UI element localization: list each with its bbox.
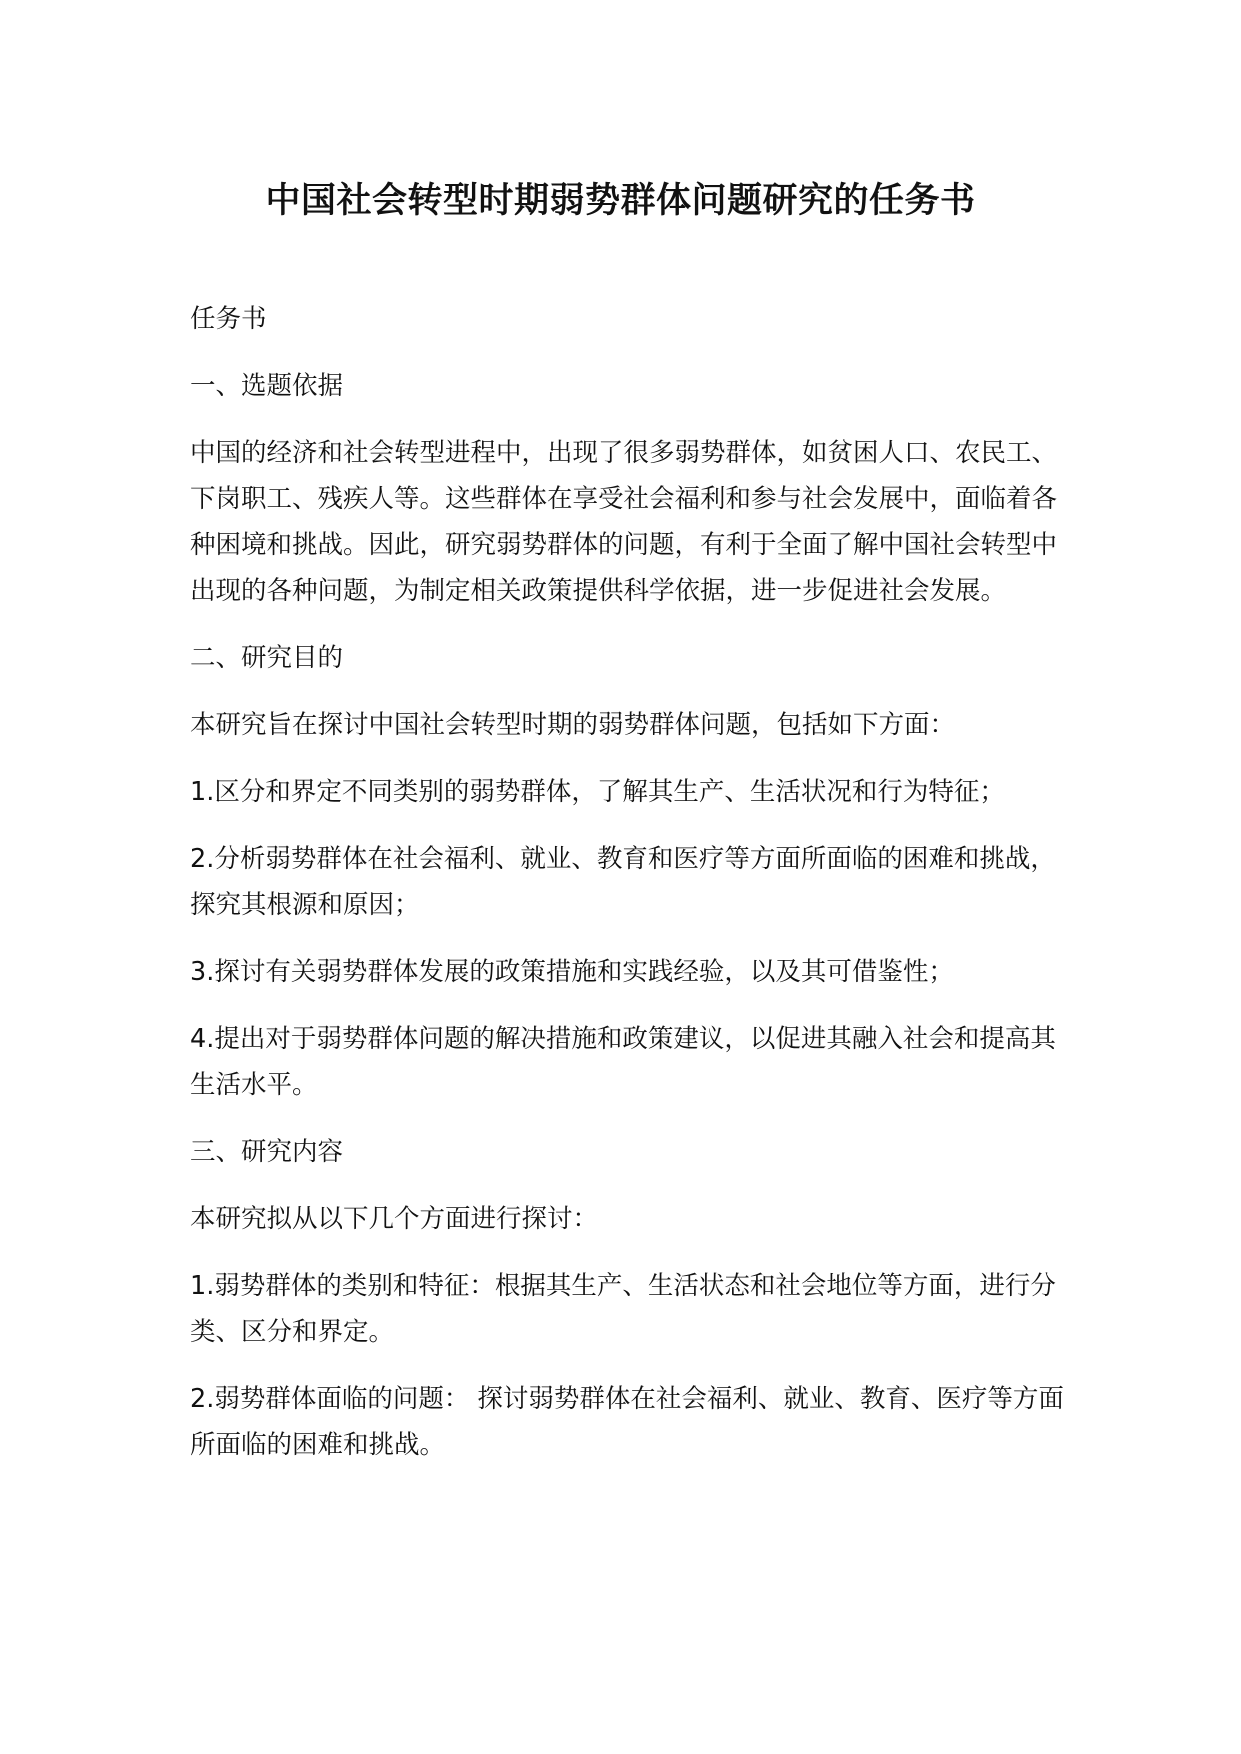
list-item: 1.区分和界定不同类别的弱势群体，了解其生产、生活状况和行为特征； bbox=[190, 777, 1005, 807]
section-heading-1: 一、选题依据 bbox=[190, 371, 344, 401]
list-item: 3.探讨有关弱势群体发展的政策措施和实践经验，以及其可借鉴性； bbox=[190, 957, 954, 987]
paragraph: 本研究旨在探讨中国社会转型时期的弱势群体问题，包括如下方面： bbox=[190, 710, 956, 740]
list-item: 2.弱势群体面临的问题： 探讨弱势群体在社会福利、就业、教育、医疗等方面所面临的困难和挑战。 bbox=[190, 1384, 1064, 1460]
paragraph: 中国的经济和社会转型进程中，出现了很多弱势群体，如贫困人口、农民工、下岗职工、残疾人等。这些群体在享受社会福利和参与社会发展中，面临着各种困境和挑战。因此，研究弱势群体的问题，有利于全面了解中国社会转型中出现的各种问题，为制定相关政策提供科学依据，进一步促进社会发展。 bbox=[190, 438, 1058, 606]
list-item: 1.弱势群体的类别和特征：根据其生产、生活状态和社会地位等方面，进行分类、区分和界定。 bbox=[190, 1271, 1056, 1347]
section-heading-3: 三、研究内容 bbox=[190, 1137, 344, 1167]
section-heading-2: 二、研究目的 bbox=[190, 643, 344, 673]
list-item: 4.提出对于弱势群体问题的解决措施和政策建议，以促进其融入社会和提高其生活水平。 bbox=[190, 1024, 1056, 1100]
document-title: 中国社会转型时期弱势群体问题研究的任务书 bbox=[265, 181, 976, 221]
doc-label: 任务书 bbox=[190, 304, 267, 334]
document-body bbox=[190, 296, 1070, 1489]
list-item: 2.分析弱势群体在社会福利、就业、教育和医疗等方面所面临的困难和挑战，探究其根源和原因； bbox=[190, 844, 1056, 920]
paragraph: 本研究拟从以下几个方面进行探讨： bbox=[190, 1204, 599, 1234]
